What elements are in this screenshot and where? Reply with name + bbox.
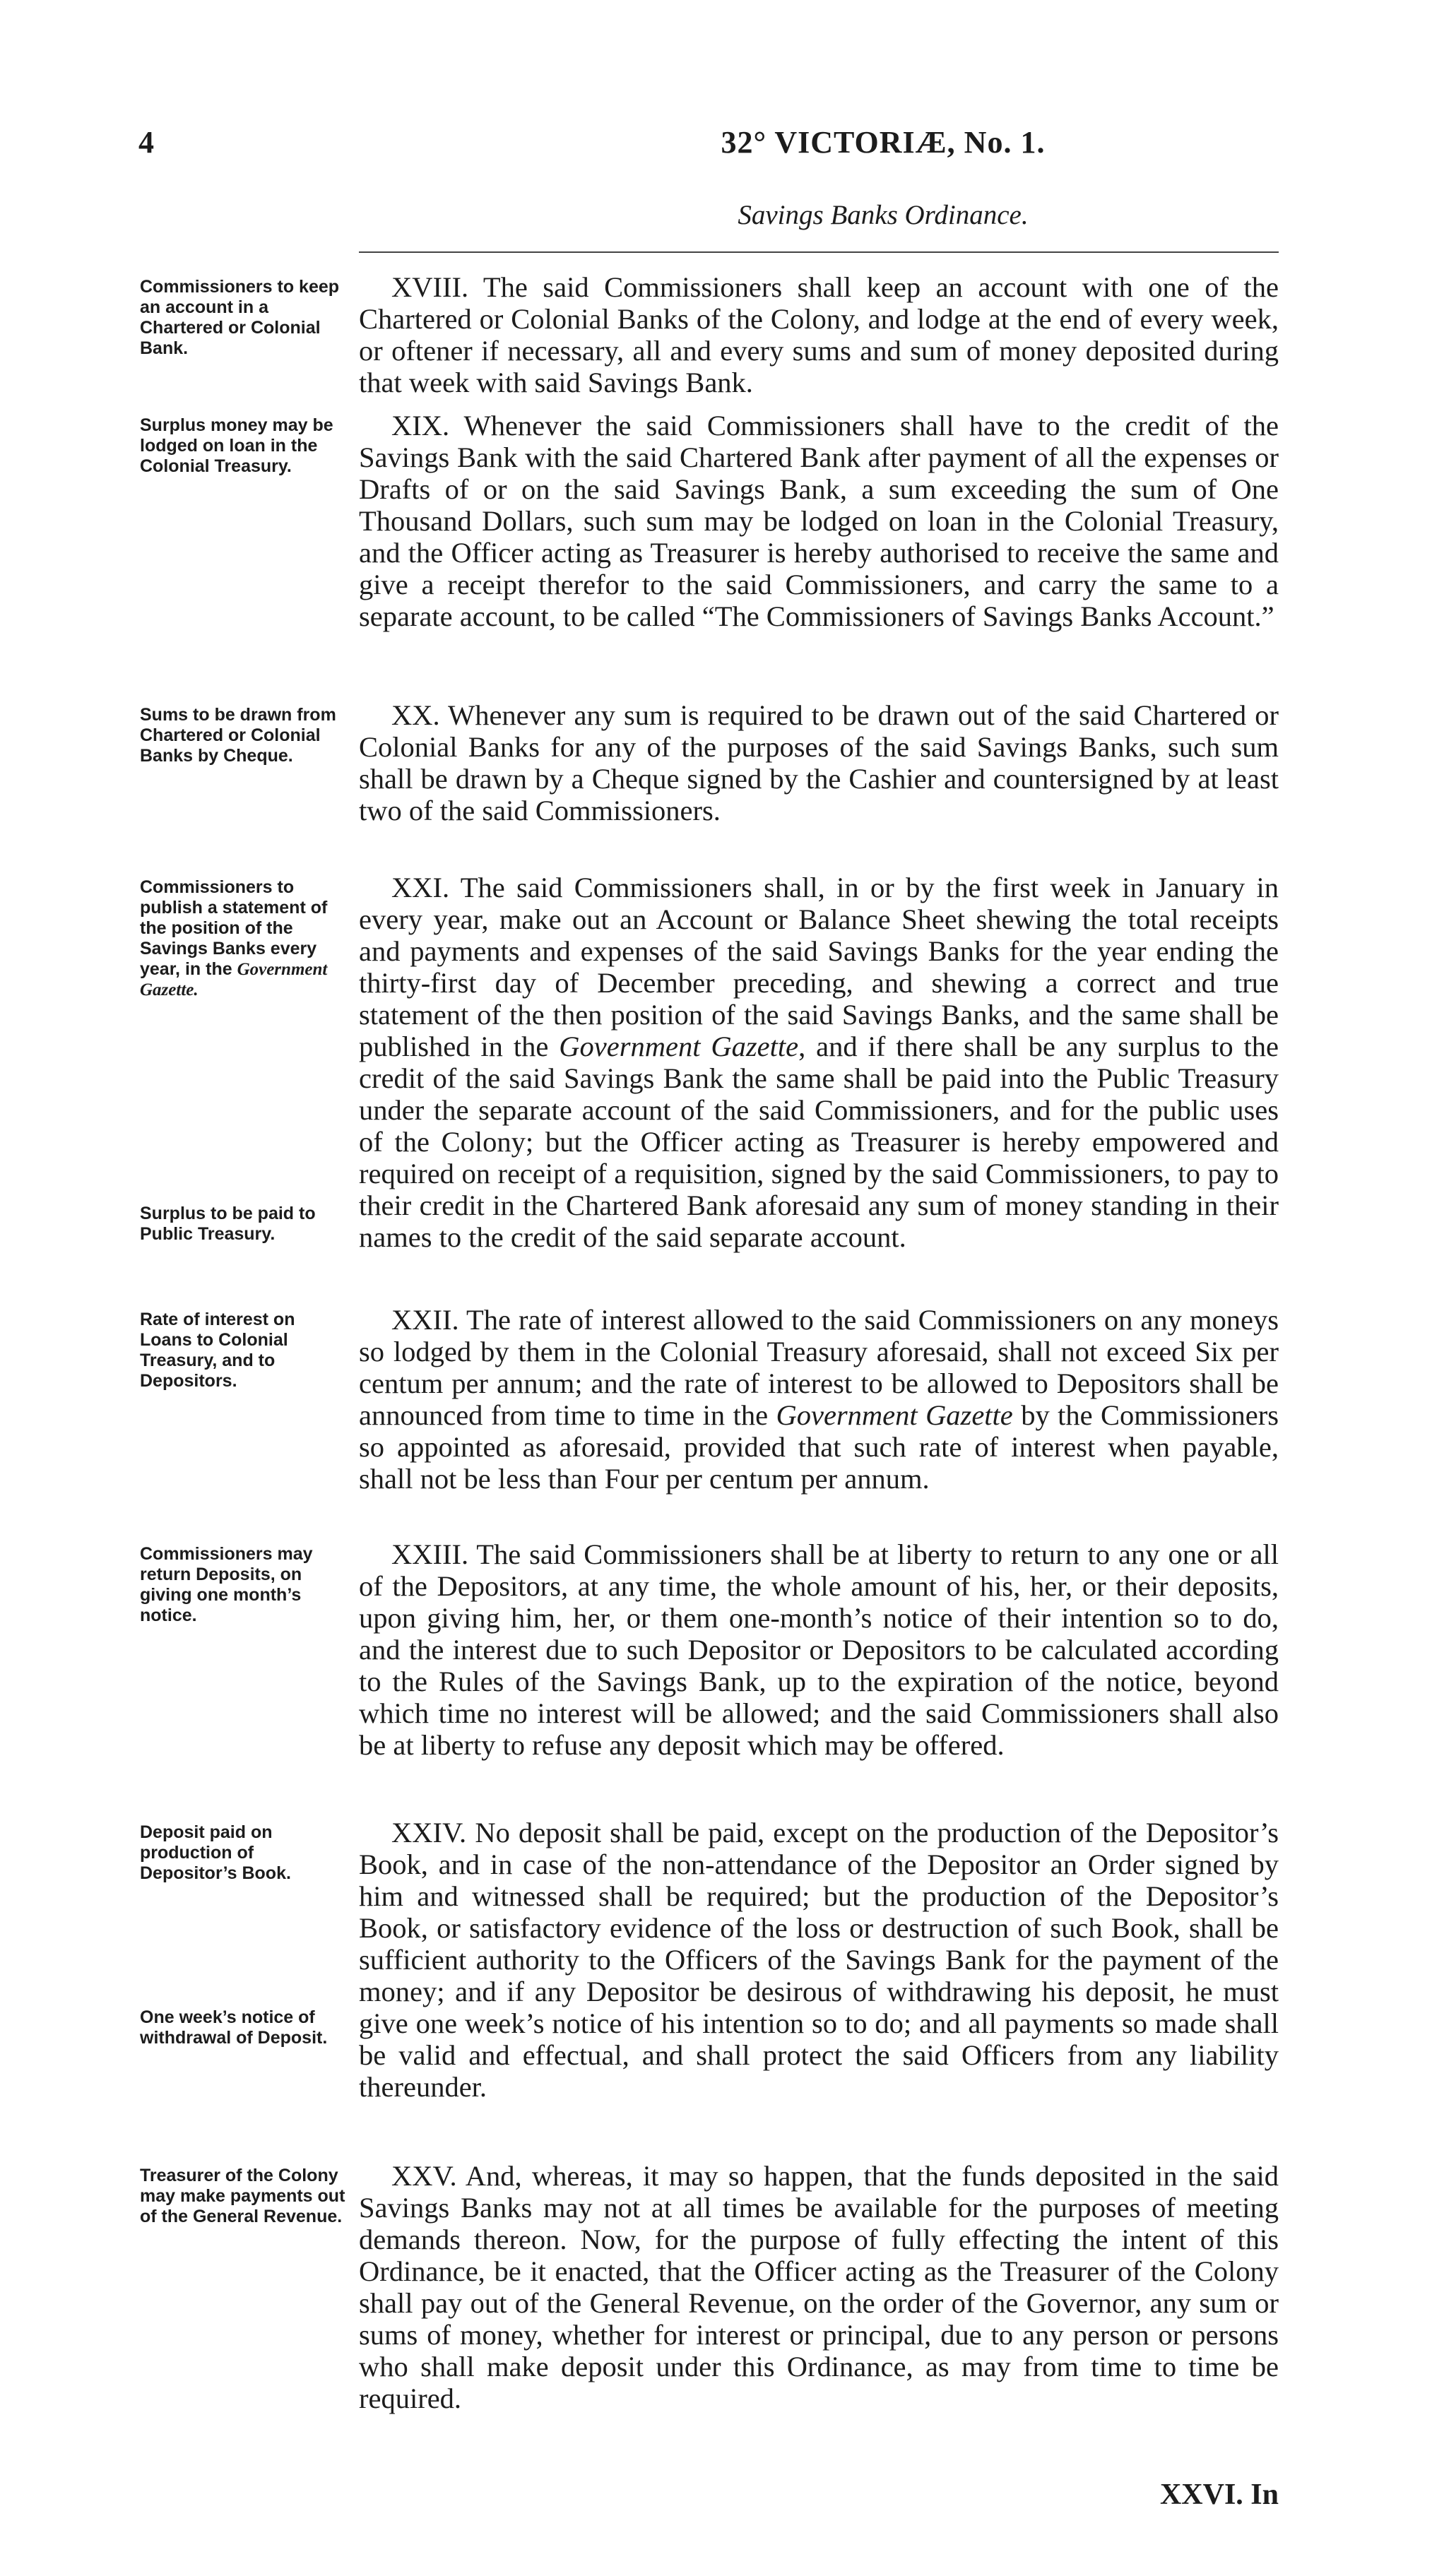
section-text <box>359 872 1279 1253</box>
page-number: 4 <box>138 125 154 160</box>
margin-note: Sums to be drawn from Chartered or Colonial Banks by Cheque. <box>140 705 336 766</box>
government-gazette-ref: Government Gazette <box>776 1399 1013 1431</box>
running-title: 32° VICTORIÆ, No. 1. <box>721 125 1046 160</box>
section-text: XVIII. The said Commissioners shall keep an account with one of the Chartered or Colonial Banks of the Colony, and lodge at the end of every week, or oftener if necessary, all and every sums and sum of money deposited during that week with said Savings Bank. <box>359 271 1279 398</box>
section-text: XXIV. No deposit shall be paid, except on the production of the Depositor’s Book, and in case of the non-attendance of the Depositor an Order signed by him and witnessed shall be required; but the production of the Depositor’s Book, or satisfactory evidence of the loss or destruction of such Book, shall be sufficient authority to the Officers of the Savings Bank for the payment of the money; and if any Depositor be desirous of withdrawing his deposit, he must give one week’s notice of his intention so to do; and all payments so made shall be valid and effectual, and shall protect the said Officers from any liability thereunder. <box>359 1817 1279 2103</box>
ordinance-subtitle: Savings Banks Ordinance. <box>738 200 1029 230</box>
margin-note: Commissioners may return Deposits, on giving one month’s notice. <box>140 1544 313 1625</box>
section-text <box>359 1304 1279 1495</box>
section-text-part: by the Commissioners so appointed as aforesaid, provided that such rate of interest when payable, shall not be less than Four per centum per annum. <box>359 1399 1279 1495</box>
margin-note-secondary: Surplus to be paid to Public Treasury. <box>140 1204 316 1244</box>
margin-note: Surplus money may be lodged on loan in the Colonial Treasury. <box>140 415 333 476</box>
margin-note: Deposit paid on production of Depositor’s Book. <box>140 1822 291 1883</box>
section-text-part: XXI. The said Commissioners shall, in or by the first week in January in every year, make out an Account or Balance Sheet shewing the total receipts and payments and expenses of the said Savings Banks for the year ending the thirty-first day of December preceding, and shewing a correct and true statement of the then position of the said Savings Banks, and the same shall be published in the <box>359 872 1279 1062</box>
margin-note: Treasurer of the Colony may make payments out of the General Revenue. <box>140 2166 345 2226</box>
margin-note-text: Commissioners to publish a statement of the position of the Savings Banks every year, in the <box>140 877 328 979</box>
header-rule <box>359 251 1279 253</box>
section-text: XIX. Whenever the said Commissioners shall have to the credit of the Savings Bank with the said Chartered Bank after payment of all the expenses or Drafts of or on the said Savings Bank, a sum exceeding the sum of One Thousand Dollars, such sum may be lodged on loan in the Colonial Treasury, and the Officer acting as Treasurer is hereby authorised to receive the same and give a receipt therefor to the said Commissioners, and carry the same to a separate account, to be called “The Commissioners of Savings Banks Account.” <box>359 410 1279 632</box>
section-text-part: , and if there shall be any surplus to the credit of the said Savings Bank the same shall be paid into the Public Treasury under the separate account of the said Commissioners, and for the public uses of the Colony; but the Officer acting as Treasurer is hereby empowered and required on receipt of a requisition, signed by the said Commissioners, to pay to their credit in the Chartered Bank aforesaid any sum of money standing in their names to the credit of the said separate account. <box>359 1031 1279 1253</box>
margin-note-gazette: Government Gazette. <box>140 960 328 999</box>
catchword: XXVI. In <box>1159 2479 1279 2511</box>
margin-note: Commissioners to keep an account in a Chartered or Colonial Bank. <box>140 277 340 358</box>
section-text: XXIII. The said Commissioners shall be at liberty to return to any one or all of the Depositors, at any time, the whole amount of his, her, or their deposits, upon giving him, her, or them one-month’s notice of their intention so to do, and the interest due to such Depositor or Depositors to be calculated according to the Rules of the Savings Bank, up to the expiration of the notice, beyond which time no interest will be allowed; and the said Commissioners shall also be at liberty to refuse any deposit which may be offered. <box>359 1538 1279 1761</box>
margin-note-secondary: One week’s notice of withdrawal of Deposit. <box>140 2007 328 2048</box>
margin-note <box>140 877 352 1000</box>
section-text-part: XXII. The rate of interest allowed to the said Commissioners on any moneys so lodged by them in the Colonial Treasury aforesaid, shall not exceed Six per centum per annum; and the rate of interest to be allowed to Depositors shall be announced from time to time in the <box>359 1304 1279 1431</box>
section-text: XXV. And, whereas, it may so happen, that the funds deposited in the said Savings Banks may not at all times be available for the purposes of meeting demands thereon. Now, for the purpose of fully effecting the intent of this Ordinance, be it enacted, that the Officer acting as the Treasurer of the Colony shall pay out of the General Revenue, on the order of the Governor, any sum or sums of money, whether for interest or principal, due to any person or persons who shall make deposit under this Ordinance, as may from time to time be required. <box>359 2160 1279 2414</box>
section-text: XX. Whenever any sum is required to be drawn out of the said Chartered or Colonial Banks for any of the purposes of the said Savings Banks, such sum shall be drawn by a Cheque signed by the Cashier and countersigned by at least two of the said Commissioners. <box>359 699 1279 826</box>
margin-note: Rate of interest on Loans to Colonial Treasury, and to Depositors. <box>140 1310 295 1391</box>
government-gazette-ref: Government Gazette <box>559 1031 799 1062</box>
